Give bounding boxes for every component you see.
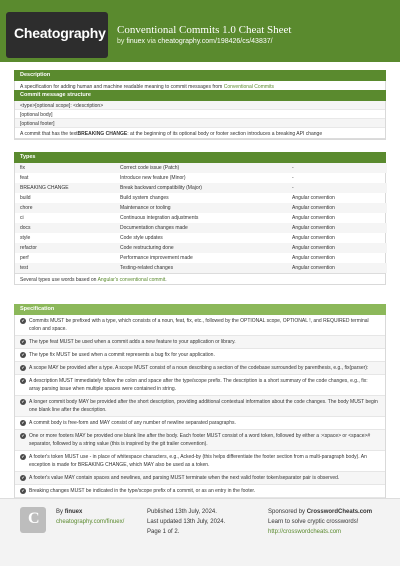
footer-dates <box>147 507 225 537</box>
sponsor-label: Sponsored by <box>268 509 306 515</box>
table-row <box>15 203 387 213</box>
table-row <box>15 243 387 253</box>
list-item <box>15 349 385 362</box>
logo-text: Cheatography <box>14 25 106 41</box>
note-cell: Angular convention <box>287 203 387 213</box>
note-bold: BREAKING CHANGE <box>77 131 128 137</box>
type-cell: fix <box>15 163 115 173</box>
sponsor-tagline: Learn to solve cryptic crosswords! <box>268 519 359 525</box>
page-subtitle <box>117 38 273 45</box>
list-item <box>15 472 385 485</box>
description-cell: Build system changes <box>120 195 169 201</box>
check-circle-icon: ✔ <box>21 488 25 493</box>
spec-text: One or more footers MAY be provided one blank line after the body. Each footer MUST consist of a word token, followed by either a :<space> or <space># separator, followed by a string value (this is inspired by the git trailer convention). <box>29 433 371 447</box>
check-circle-icon: ✔ <box>21 378 25 383</box>
types-table <box>15 163 387 273</box>
type-cell: style <box>20 235 31 241</box>
list-item <box>15 396 385 417</box>
section-heading: Description <box>14 70 386 81</box>
specification-section <box>14 304 386 499</box>
page-count: Page 1 of 2. <box>147 529 180 535</box>
spec-text: A longer commit body MAY be provided after the short description, providing additional contextual information about the code changes. The body MUST begin one blank line after the description. <box>29 399 378 413</box>
conventional-commits-link[interactable]: Conventional Commits <box>223 84 275 90</box>
check-circle-icon: ✔ <box>21 318 25 323</box>
note-cell: - <box>287 183 387 193</box>
breaking-change-note <box>15 128 385 139</box>
section-heading: Specification <box>14 304 386 315</box>
note-cell: Angular convention <box>292 255 335 261</box>
sponsor-name[interactable]: CrosswordCheats.com <box>306 509 373 515</box>
table-row <box>15 233 387 243</box>
note-cell: Angular convention <box>292 215 335 221</box>
page-title: Conventional Commits 1.0 Cheat Sheet <box>117 24 292 36</box>
types-section <box>14 152 386 285</box>
by-label: by <box>117 38 125 45</box>
description-cell: Documentation changes made <box>115 223 287 233</box>
footnote-text: Several types use words based on <box>20 277 97 283</box>
type-cell: feat <box>20 175 29 181</box>
note-cell: Angular convention <box>287 243 387 253</box>
description-cell: Testing-related changes <box>115 263 287 273</box>
spec-text: A commit body is free-form and MAY consist of any number of newline separated paragraphs. <box>29 420 236 426</box>
section-heading: Types <box>14 152 386 163</box>
cheatography-footer-logo[interactable] <box>20 507 46 533</box>
spec-text: The type feat MUST be used when a commit adds a new feature to your application or library. <box>29 339 236 345</box>
list-item <box>15 315 385 336</box>
table-row <box>15 223 387 233</box>
table-row <box>15 263 387 273</box>
note-cell: Angular convention <box>287 223 387 233</box>
published-date: Published 13th July, 2024. <box>147 509 217 515</box>
footer-author-url[interactable]: cheatography.com/finuex/ <box>56 519 125 525</box>
footer-author-name[interactable]: finuex <box>64 509 83 515</box>
note-cell: - <box>292 175 294 181</box>
table-row <box>15 173 387 183</box>
footer-logo-letter: C <box>28 510 40 527</box>
note-cell: Angular convention <box>292 195 335 201</box>
types-footnote <box>15 273 385 284</box>
list-item <box>15 417 385 430</box>
types-table-wrap <box>14 163 386 285</box>
list-item <box>15 430 385 451</box>
check-circle-icon: ✔ <box>21 399 25 404</box>
check-circle-icon: ✔ <box>21 420 25 425</box>
spec-text: A scope MAY be provided after a type. A scope MUST consist of a noun describing a section of the codebase surrounded by parenthesis, e.g., fix(parser): <box>29 365 369 371</box>
specification-list <box>14 315 386 499</box>
description-cell: Code restructuring done <box>115 243 287 253</box>
description-cell: Continuous integration adjustments <box>120 215 199 221</box>
note-text: : at the beginning of its optional body or footer section introduces a breaking API change <box>127 131 323 137</box>
footer-sponsor <box>268 507 372 537</box>
note-text: A commit that has the text <box>20 131 78 137</box>
list-item <box>15 336 385 349</box>
table-row <box>15 193 387 203</box>
list-item <box>15 362 385 375</box>
note-cell: Angular convention <box>287 263 387 273</box>
table-row <box>15 213 387 223</box>
footer-author <box>56 507 124 527</box>
description-cell: Code style updates <box>120 235 163 241</box>
sheet-url-link[interactable]: cheatography.com/198426/cs/43837/ <box>157 38 273 45</box>
note-cell: Angular convention <box>292 235 335 241</box>
list-item <box>15 451 385 472</box>
sponsor-url[interactable]: http://crosswordcheats.com <box>268 529 342 535</box>
list-item <box>15 485 385 498</box>
table-row <box>15 253 387 263</box>
structure-section <box>14 90 386 140</box>
footnote-text: . <box>165 277 167 283</box>
check-circle-icon: ✔ <box>21 433 25 438</box>
table-row <box>15 183 387 193</box>
description-body: A specification for adding human and machine readable meaning to commit messages from <box>20 84 223 90</box>
by-label: By <box>56 509 64 515</box>
angular-convention-link[interactable]: Angular's conventional commit <box>97 277 166 283</box>
type-cell: perf <box>20 255 29 261</box>
page-footer <box>0 498 400 566</box>
description-cell: Introduce new feature (Minor) <box>120 175 186 181</box>
check-circle-icon: ✔ <box>21 352 25 357</box>
check-circle-icon: ✔ <box>21 339 25 344</box>
structure-line: [optional body] <box>15 110 385 119</box>
description-cell: Correct code issue (Patch) <box>115 163 287 173</box>
type-cell: BREAKING CHANGE <box>15 183 115 193</box>
check-circle-icon: ✔ <box>21 365 25 370</box>
table-row <box>15 163 387 173</box>
spec-text: A footer's token MUST use - in place of whitespace characters, e.g., Acked-by (this helps differentiate the footer section from a multi-paragraph body). An exception is made for BREAKING CHANGE, which MAY also be used as a token. <box>29 454 367 468</box>
type-cell: ci <box>20 215 24 221</box>
structure-line: <type>[optional scope]: <description> <box>15 101 385 110</box>
updated-date: Last updated 13th July, 2024. <box>147 519 226 525</box>
type-cell: chore <box>15 203 115 213</box>
type-cell: refactor <box>15 243 115 253</box>
via-label: via <box>147 38 156 45</box>
type-cell: build <box>20 195 31 201</box>
structure-lines <box>14 101 386 140</box>
spec-text: Commits MUST be prefixed with a type, which consists of a noun, feat, fix, etc., followed by the OPTIONAL scope, OPTIONAL !, and REQUIRED terminal colon and space. <box>29 318 369 332</box>
author-link[interactable]: finuex <box>126 38 146 45</box>
type-cell: test <box>15 263 115 273</box>
list-item <box>15 375 385 396</box>
page-header <box>0 0 400 62</box>
type-cell: docs <box>15 223 115 233</box>
check-circle-icon: ✔ <box>21 475 25 480</box>
description-cell: Maintenance or tooling <box>115 203 287 213</box>
cheatography-logo[interactable] <box>6 12 108 58</box>
description-cell: Performance improvement made <box>120 255 193 261</box>
description-cell: Break backward compatibility (Major) <box>115 183 287 193</box>
check-circle-icon: ✔ <box>21 454 25 459</box>
note-cell: - <box>287 163 387 173</box>
structure-line: [optional footer] <box>15 119 385 128</box>
spec-text: The type fix MUST be used when a commit represents a bug fix for your application. <box>29 352 215 358</box>
spec-text: Breaking changes MUST be indicated in the type/scope prefix of a commit, or as an entry in the footer. <box>29 488 256 494</box>
spec-text: A description MUST immediately follow the colon and space after the type/scope prefix. The description is a short summary of the code changes, e.g., fix: array parsing issue when multiple spaces were contained in string. <box>29 378 368 392</box>
spec-text: A footer's value MAY contain spaces and newlines, and parsing MUST terminate when the next valid footer token/separator pair is observed. <box>29 475 340 481</box>
section-heading: Commit message structure <box>14 90 386 101</box>
